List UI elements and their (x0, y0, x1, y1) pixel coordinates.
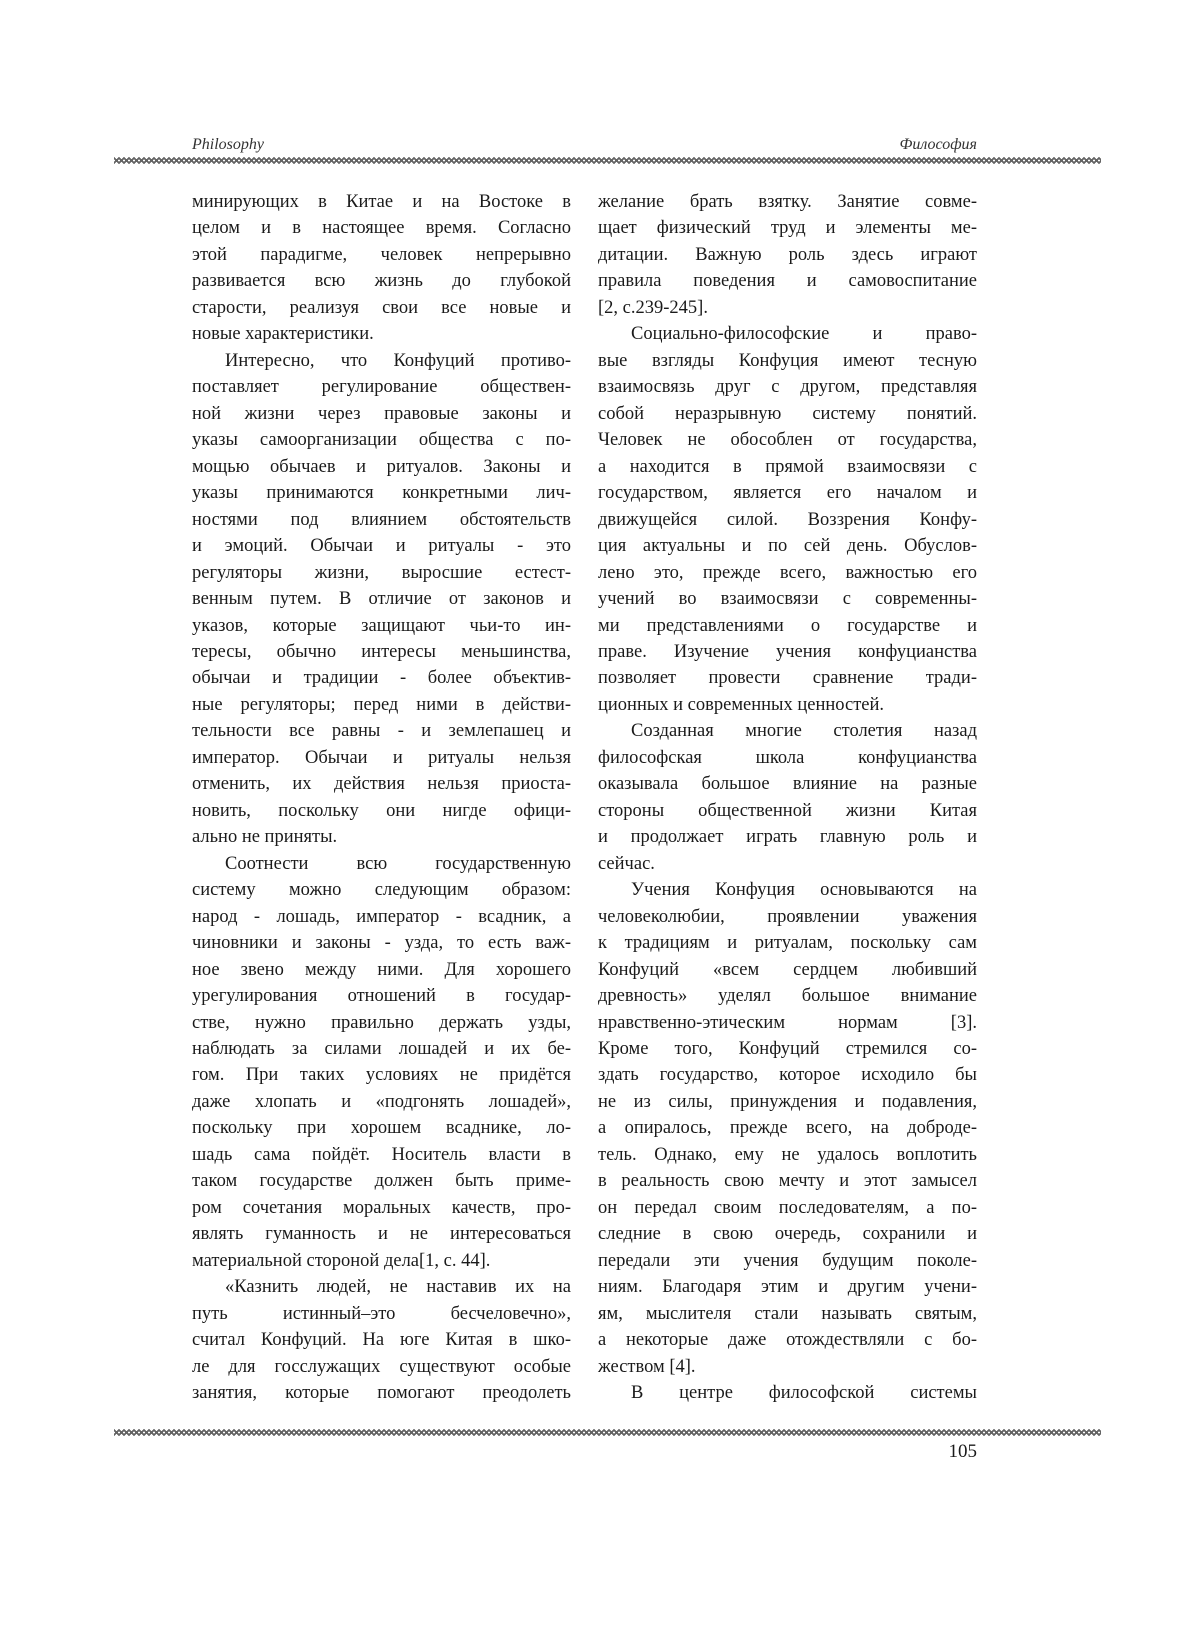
text-line: к традициям и ритуалам, поскольку сам (598, 930, 977, 956)
text-line: являть гуманность и не интересоваться (192, 1221, 571, 1247)
text-line: старости, реализуя свои все новые и (192, 295, 571, 321)
text-line: щает физический труд и элементы ме- (598, 215, 977, 241)
text-line: ниям. Благодаря этим и другим учени- (598, 1274, 977, 1300)
text-line: В центре философской системы (598, 1380, 977, 1406)
paragraph (192, 189, 571, 348)
text-line: таком государстве должен быть приме- (192, 1168, 571, 1194)
text-line: следние в свою очередь, сохранили и (598, 1221, 977, 1247)
text-line: не из силы, принуждения и подавления, (598, 1089, 977, 1115)
text-line: Конфуций «всем сердцем любивший (598, 957, 977, 983)
text-line: Учения Конфуция основываются на (598, 877, 977, 903)
text-line: передали эти учения будущим поколе- (598, 1248, 977, 1274)
text-column-left (192, 189, 571, 1407)
text-line: император. Обычаи и ритуалы нельзя (192, 745, 571, 771)
text-line: и эмоций. Обычаи и ритуалы - это (192, 533, 571, 559)
text-line: Созданная многие столетия назад (598, 718, 977, 744)
text-line: жеством [4]. (598, 1354, 977, 1380)
paragraph (598, 321, 977, 718)
text-line: этой парадигме, человек непрерывно (192, 242, 571, 268)
text-line: а опиралось, прежде всего, на доброде- (598, 1115, 977, 1141)
text-line: систему можно следующим образом: (192, 877, 571, 903)
text-line: желание брать взятку. Занятие совме- (598, 189, 977, 215)
text-line: гом. При таких условиях не придётся (192, 1062, 571, 1088)
text-line: а находится в прямой взаимосвязи с (598, 454, 977, 480)
text-line: мощью обычаев и ритуалов. Законы и (192, 454, 571, 480)
text-line: указы принимаются конкретными лич- (192, 480, 571, 506)
text-line: чиновники и законы - узда, то есть важ- (192, 930, 571, 956)
text-line: новить, поскольку они нигде офици- (192, 798, 571, 824)
text-line: развивается всю жизнь до глубокой (192, 268, 571, 294)
text-line: правила поведения и самовоспитание (598, 268, 977, 294)
text-line: поставляет регулирование обществен- (192, 374, 571, 400)
text-line: Человек не обособлен от государства, (598, 427, 977, 453)
text-line: ально не приняты. (192, 824, 571, 850)
paragraph (598, 877, 977, 1380)
text-line: [2, с.239-245]. (598, 295, 977, 321)
text-line: государством, является его началом и (598, 480, 977, 506)
text-line: философская школа конфуцианства (598, 745, 977, 771)
text-line: древность» уделял большое внимание (598, 983, 977, 1009)
paragraph (598, 1380, 977, 1406)
paragraph (192, 1274, 571, 1406)
text-line: ям, мыслителя стали называть святым, (598, 1301, 977, 1327)
text-line: наблюдать за силами лошадей и их бе- (192, 1036, 571, 1062)
text-line: регуляторы жизни, выросшие естест- (192, 560, 571, 586)
running-head-russian: Философия (899, 136, 977, 154)
decorative-rule-top (114, 157, 1101, 164)
text-line: занятия, которые помогают преодолеть (192, 1380, 571, 1406)
text-line: тельности все равны - и землепашец и (192, 718, 571, 744)
text-line: здать государство, которое исходило бы (598, 1062, 977, 1088)
text-line: шадь сама пойдёт. Носитель власти в (192, 1142, 571, 1168)
text-line: венным путем. В отличие от законов и (192, 586, 571, 612)
text-line: стороны общественной жизни Китая (598, 798, 977, 824)
text-line: Интересно, что Конфуций противо- (192, 348, 571, 374)
text-line: считал Конфуций. На юге Китая в шко- (192, 1327, 571, 1353)
text-line: ной жизни через правовые законы и (192, 401, 571, 427)
text-line: новые характеристики. (192, 321, 571, 347)
text-line: материальной стороной дела[1, с. 44]. (192, 1248, 571, 1274)
text-line: обычаи и традиции - более объектив- (192, 665, 571, 691)
text-column-right (598, 189, 977, 1407)
text-line: минирующих в Китае и на Востоке в (192, 189, 571, 215)
paragraph (598, 718, 977, 877)
text-line: Соотнести всю государственную (192, 851, 571, 877)
text-line: даже хлопать и «подгонять лошадей», (192, 1089, 571, 1115)
text-line: тересы, обычно интересы меньшинства, (192, 639, 571, 665)
text-line: человеколюбии, проявлении уважения (598, 904, 977, 930)
text-line: ми представлениями о государстве и (598, 613, 977, 639)
text-line: ром сочетания моральных качеств, про- (192, 1195, 571, 1221)
text-line: путь истинный–это бесчеловечно», (192, 1301, 571, 1327)
text-line: ные регуляторы; перед ними в действи- (192, 692, 571, 718)
text-line: народ - лошадь, император - всадник, а (192, 904, 571, 930)
paragraph (192, 851, 571, 1275)
text-line: он передал своим последователям, а по- (598, 1195, 977, 1221)
text-line: указов, которые защищают чьи-то ин- (192, 613, 571, 639)
text-line: оказывала большое влияние на разные (598, 771, 977, 797)
text-line: вые взгляды Конфуция имеют тесную (598, 348, 977, 374)
text-line: позволяет провести сравнение тради- (598, 665, 977, 691)
text-line: а некоторые даже отождествляли с бо- (598, 1327, 977, 1353)
text-line: целом и в настоящее время. Согласно (192, 215, 571, 241)
text-line: собой неразрывную систему понятий. (598, 401, 977, 427)
text-line: стве, нужно правильно держать узды, (192, 1010, 571, 1036)
text-line: ле для госслужащих существуют особые (192, 1354, 571, 1380)
text-line: ционных и современных ценностей. (598, 692, 977, 718)
text-line: дитации. Важную роль здесь играют (598, 242, 977, 268)
text-line: указы самоорганизации общества с по- (192, 427, 571, 453)
text-line: взаимосвязь друг с другом, представляя (598, 374, 977, 400)
text-line: ция актуальны и по сей день. Обуслов- (598, 533, 977, 559)
running-head-english: Philosophy (192, 136, 264, 154)
text-line: праве. Изучение учения конфуцианства (598, 639, 977, 665)
text-line: Кроме того, Конфуций стремился со- (598, 1036, 977, 1062)
decorative-rule-bottom (114, 1429, 1101, 1436)
paragraph (192, 348, 571, 851)
paragraph (598, 189, 977, 321)
text-line: движущейся силой. Воззрения Конфу- (598, 507, 977, 533)
text-line: урегулирования отношений в государ- (192, 983, 571, 1009)
text-line: сейчас. (598, 851, 977, 877)
text-line: нравственно-этическим нормам [3]. (598, 1010, 977, 1036)
text-line: ностями под влиянием обстоятельств (192, 507, 571, 533)
text-line: Социально-философские и право- (598, 321, 977, 347)
text-line: и продолжает играть главную роль и (598, 824, 977, 850)
text-line: отменить, их действия нельзя приоста- (192, 771, 571, 797)
text-line: учений во взаимосвязи с современны- (598, 586, 977, 612)
text-line: ное звено между ними. Для хорошего (192, 957, 571, 983)
text-line: лено это, прежде всего, важностью его (598, 560, 977, 586)
page-number: 105 (949, 1441, 978, 1463)
text-line: в реальность свою мечту и этот замысел (598, 1168, 977, 1194)
text-line: тель. Однако, ему не удалось воплотить (598, 1142, 977, 1168)
text-line: «Казнить людей, не наставив их на (192, 1274, 571, 1300)
text-line: поскольку при хорошем всаднике, ло- (192, 1115, 571, 1141)
